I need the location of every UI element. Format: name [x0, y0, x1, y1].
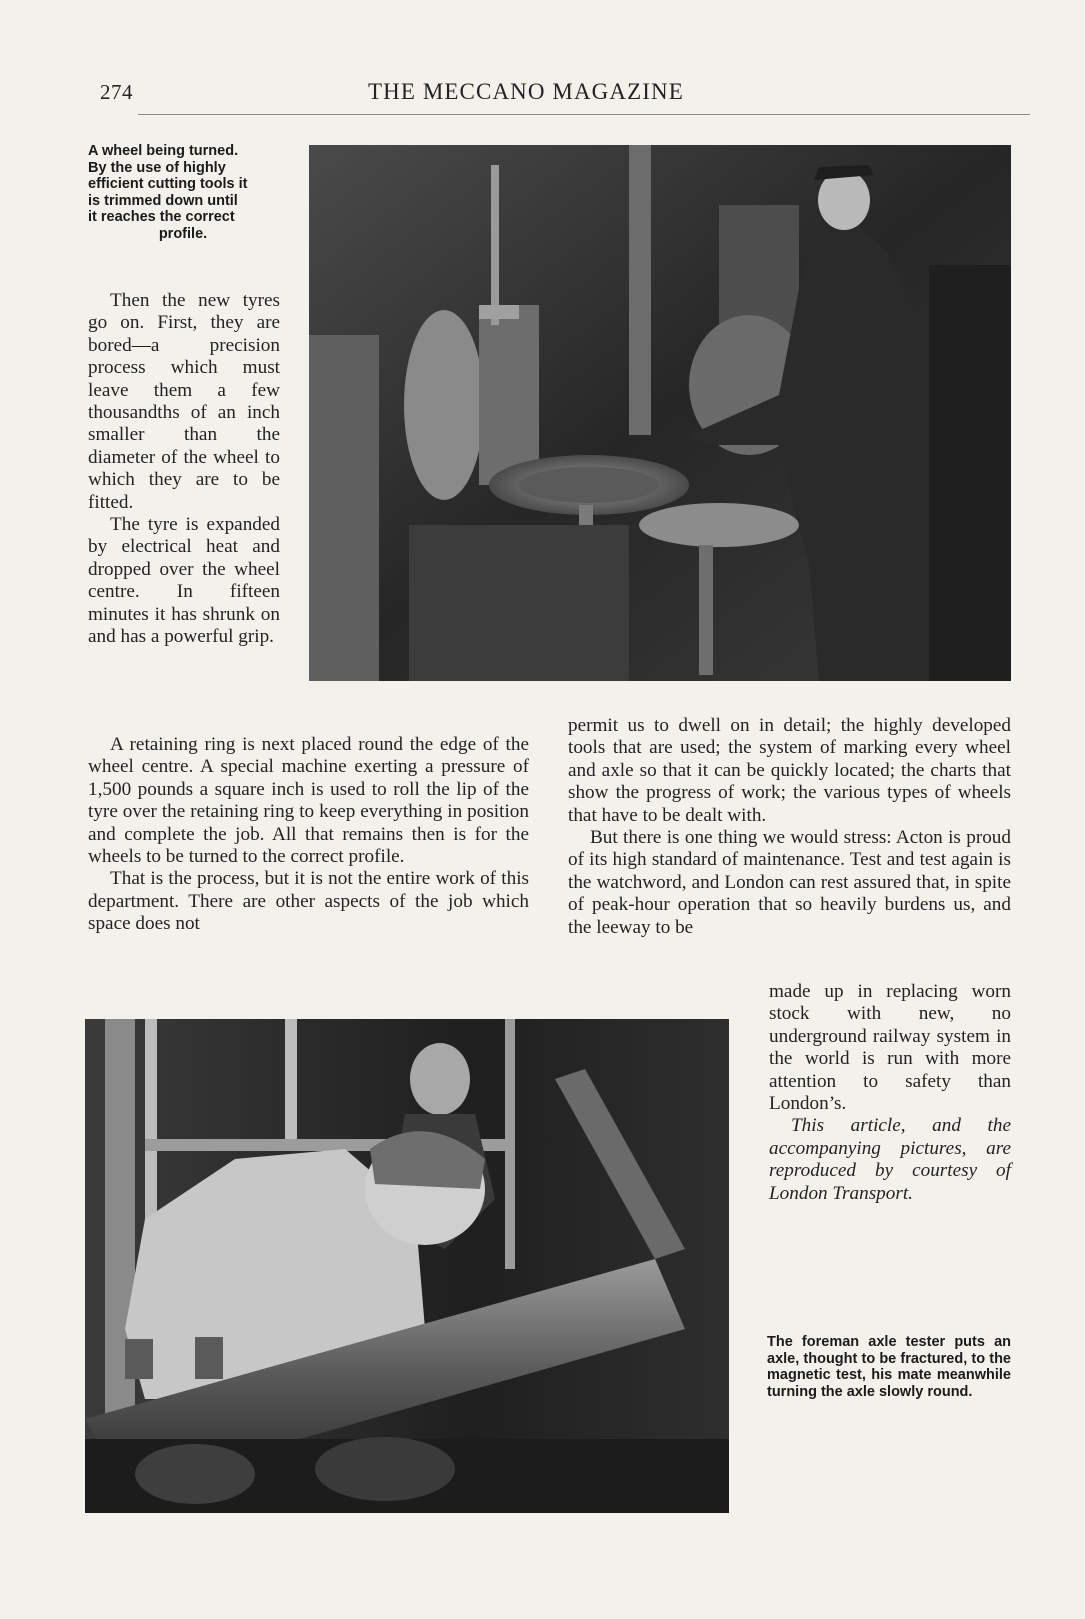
credit-paragraph: This article, and the accompanying pictures, are reproduced by courtesy of London Transport. [769, 1115, 1011, 1204]
text-column-left [88, 734, 529, 936]
paragraph: A retaining ring is next placed round the edge of the wheel centre. A special machine exerting a pressure of 1,500 pounds a square inch is used to roll the lip of the tyre over the retaining ring to keep everything in position and complete the job. All that remains then is for the wheels to be turned to the correct profile. [88, 734, 529, 868]
figure-caption-axle-test: The foreman axle tester puts an axle, thought to be fractured, to the magnetic test, his mate meanwhile turning the axle slowly round. [767, 1334, 1011, 1400]
paragraph: The tyre is expanded by electrical heat and dropped over the wheel centre. In fifteen minutes it has shrunk on and has a powerful grip. [88, 514, 280, 648]
caption-line: profile. [158, 225, 208, 242]
caption-line: By the use of highly [88, 159, 226, 176]
header-rule [138, 114, 1030, 115]
paragraph: That is the process, but it is not the entire work of this department. There are other aspects of the job which space does not [88, 868, 529, 935]
photo-axle-test [85, 1019, 729, 1513]
photo-wheel-lathe [309, 145, 1011, 681]
text-column-right [568, 715, 1011, 939]
paragraph: Then the new tyres go on. First, they are bored—a precision process which must leave them a few thousandths of an inch smaller than the diameter of the wheel to which they are to be fitted. [88, 290, 280, 513]
caption-line: A wheel being turned. [88, 143, 239, 159]
caption-line: efficient cutting tools it [88, 176, 248, 192]
wheel-lathe-illustration [309, 145, 1011, 681]
text-column-narrow [88, 290, 280, 649]
paragraph: But there is one thing we would stress: Acton is proud of its high standard of maintenance. Test and test again is the watchword, and London can rest assured that, in spite of peak-hour operation that so heavily burdens us, and the leeway to be [568, 827, 1011, 938]
magazine-title: THE MECCANO MAGAZINE [368, 79, 684, 104]
figure-caption-wheel-turning [88, 143, 278, 242]
caption-line: it reaches the correct [88, 209, 235, 225]
paragraph: permit us to dwell on in detail; the highly developed tools that are used; the system of marking every wheel and axle so that it can be quickly located; the charts that show the progress of work; the various types of wheels that have to be dealt with. [568, 715, 1011, 826]
paragraph: made up in replacing worn stock with new, no underground railway system in the world is run with more attention to safety than London’s. [769, 981, 1011, 1115]
caption-line: is trimmed down until [88, 192, 238, 209]
axle-test-illustration [85, 1019, 729, 1513]
text-column-right-lower [769, 981, 1011, 1205]
page-number: 274 [100, 80, 133, 104]
